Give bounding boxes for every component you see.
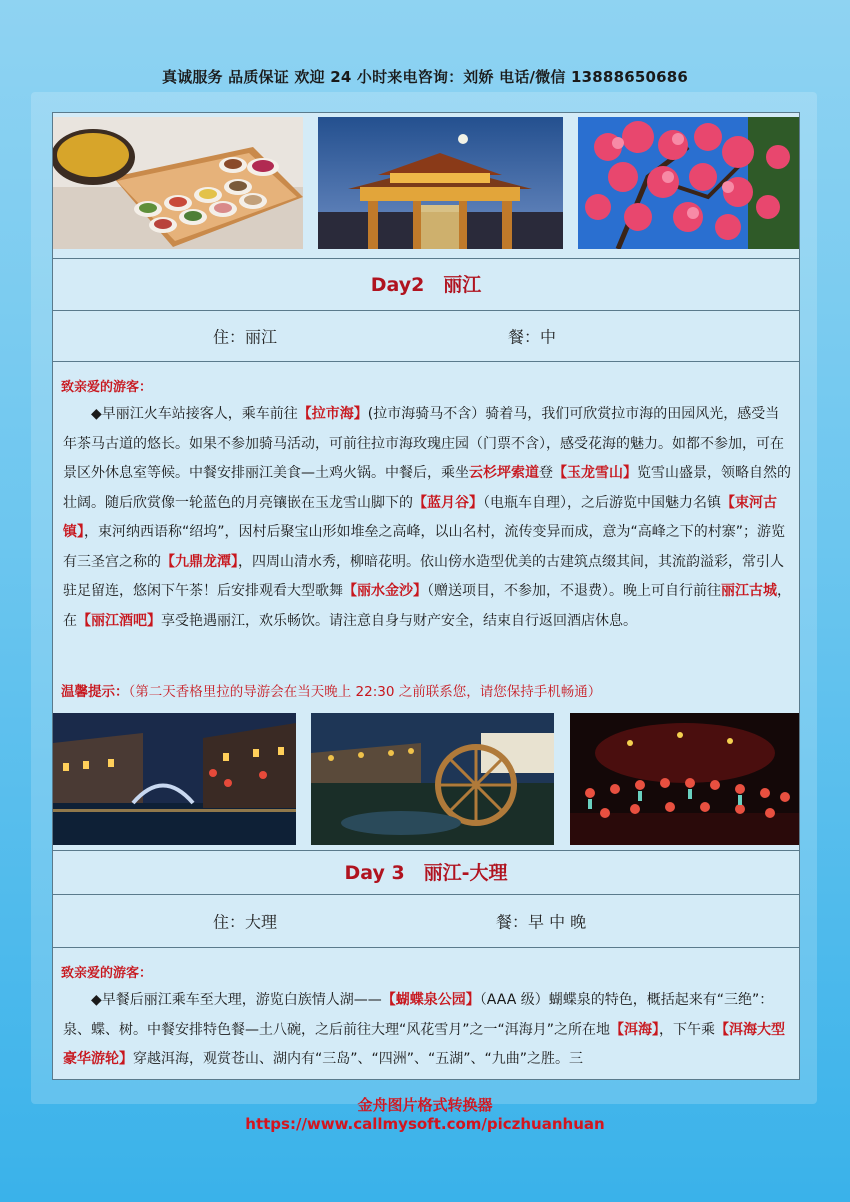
body-text-segment: （电瓶车自理），之后游览中国魅力名镇	[483, 494, 721, 511]
food-platter-photo	[53, 117, 303, 249]
day2-tip-text: （第二天香格里拉的导游会在当天晚上 22:30 之前联系您，请您保持手机畅通）	[128, 684, 602, 700]
day3-body	[63, 986, 793, 1075]
body-text-segment: ◆早餐后丽江乘车至大理，游览白族情人湖——	[91, 992, 382, 1008]
highlighted-place-name: 【蓝月谷】	[413, 494, 483, 511]
day2-title: Day2 丽江	[53, 258, 799, 311]
highlighted-place-name: 【洱海大型豪华游轮】	[63, 1021, 786, 1067]
day3-content	[53, 947, 799, 1080]
day3-meal: 餐：早 中 晚	[496, 912, 587, 932]
body-text-segment: 览雪山盛景，领略自然的壮阔。随后欣赏像一轮蓝色的月亮镶嵌在玉龙雪山脚下的	[63, 465, 791, 511]
photo-row-2	[53, 709, 799, 846]
highlighted-place-name: 【拉市海】	[297, 406, 368, 422]
highlighted-place-name: 【束河古镇】	[63, 494, 777, 540]
highlighted-place-name: 【蝴蝶泉公园】	[381, 992, 480, 1008]
day2-greeting: 致亲爱的游客：	[61, 380, 153, 395]
body-text-segment: （赠送项目，不参加，不退费）。晚上可自行前往	[427, 583, 721, 599]
highlighted-place-name: 【玉龙雪山】	[553, 465, 637, 481]
day3-title: Day 3 丽江-大理	[53, 850, 799, 895]
waterwheel-old-town-photo	[311, 713, 554, 845]
body-text-segment: ，四周山清水秀，柳暗花明。依山傍水造型优美的古建筑点缀其间，其流韵溢彩，常引人驻足留连，悠闲下午茶！后安排观看大型歌舞	[63, 553, 784, 599]
day2-body	[63, 400, 793, 636]
body-text-segment: 穿越洱海，观赏苍山、湖内有“三岛”、“四洲”、“五湖”、“九曲”之胜。三	[133, 1051, 584, 1067]
itinerary-document	[52, 112, 800, 1080]
day2-tip-label: 温馨提示：	[61, 684, 129, 700]
body-text-segment: ◆早丽江火车站接客人，乘车前往	[91, 406, 298, 422]
highlighted-place-name: 【丽江酒吧】	[77, 612, 161, 629]
day2-content	[53, 361, 799, 710]
day2-stay: 住：丽江	[213, 327, 278, 347]
highlighted-place-name: 丽江古城	[721, 583, 777, 599]
highlighted-place-name: 【丽水金沙】	[343, 583, 427, 599]
shuhe-canal-night-photo	[53, 713, 296, 845]
cherry-blossom-photo	[578, 117, 799, 249]
body-text-segment: （AAA 级）蝴蝶泉的特色，概括起来有“三绝”：泉、蝶、树。中餐安排特色餐—土八碗，之后前往大理“风花雪月”之一“洱海月”之所在地	[63, 992, 774, 1038]
highlighted-place-name: 【九鼎龙潭】	[161, 553, 238, 570]
golden-archway-night-photo	[318, 117, 563, 249]
body-text-segment: ，束河纳西语称“绍坞”，因村后聚宝山形如堆垒之高峰，以山名村，流传变异而成，意为“高峰之下的村寨”；游览有三圣宫之称的	[63, 524, 786, 570]
body-text-segment: ，下午乘	[659, 1021, 716, 1038]
day2-info-row	[53, 310, 799, 361]
day3-stay: 住：大理	[213, 912, 278, 932]
stage-performance-photo	[570, 713, 799, 845]
body-text-segment: 享受艳遇丽江，欢乐畅饮。请注意自身与财产安全，结束自行返回酒店休息。	[161, 612, 637, 629]
highlighted-place-name: 【洱海】	[610, 1021, 660, 1038]
day3-greeting: 致亲爱的游客：	[61, 966, 153, 981]
watermark-title: 金舟图片格式转换器	[357, 1096, 493, 1114]
highlighted-place-name: 云杉坪索道	[469, 465, 539, 481]
body-text-segment: 登	[539, 465, 553, 481]
body-text-segment: ，在	[63, 583, 791, 629]
body-text-segment: (拉市海骑马不含）骑着马，我们可欣赏拉市海的田园风光，感受当年茶马古道的悠长。如果不参加骑马活动，可前往拉市海玫瑰庄园（门票不含），感受花海的魅力。如都不参加，可在景区外休息室等候。中餐安排丽江美食—土鸡火锅。中餐后，乘坐	[63, 406, 784, 481]
day2-meal: 餐：中	[508, 327, 557, 347]
day2-tip	[61, 680, 601, 700]
watermark-url[interactable]: https://www.callmysoft.com/piczhuanhuan	[245, 1115, 605, 1133]
day3-info-row	[53, 894, 799, 947]
page-header: 真诚服务 品质保证 欢迎 24 小时来电咨询：刘娇 电话/微信 13888650686	[161, 68, 689, 86]
photo-row-1	[53, 113, 799, 250]
